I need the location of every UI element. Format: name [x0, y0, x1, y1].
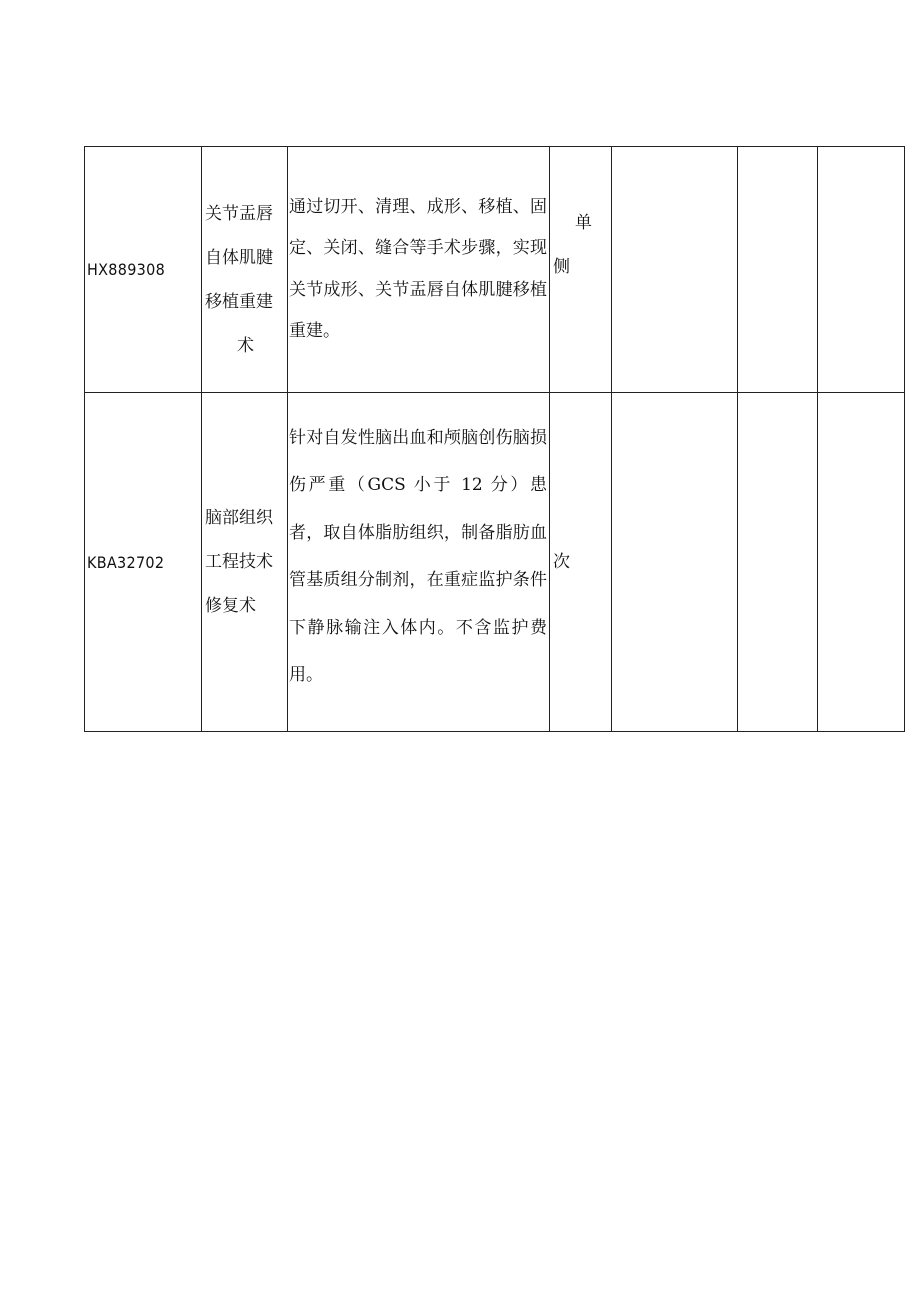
- code-cell: [85, 393, 202, 732]
- item-code: KBA32702: [87, 552, 165, 572]
- name-cell: [202, 393, 288, 732]
- name-cell: [202, 147, 288, 393]
- empty-cell: [738, 147, 818, 393]
- item-unit-line: 侧: [553, 256, 570, 277]
- empty-cell: [612, 147, 738, 393]
- item-name-line: 自体肌腱: [205, 247, 273, 268]
- item-name-line: 术: [237, 335, 254, 356]
- empty-cell: [738, 393, 818, 732]
- item-unit-line: 单: [575, 212, 592, 233]
- item-description: 通过切开、清理、成形、移植、固定、关闭、缝合等手术步骤，实现关节成形、关节盂唇自体肌腱移植重建。: [289, 196, 547, 341]
- item-name-line: 移植重建: [205, 291, 273, 312]
- unit-cell: [550, 393, 612, 732]
- item-unit: [550, 201, 611, 289]
- item-name: [202, 496, 287, 628]
- item-name-line: 修复术: [205, 596, 256, 616]
- item-name-line: 工程技术: [205, 552, 273, 572]
- empty-cell: [818, 147, 905, 393]
- description-cell: [288, 147, 550, 393]
- empty-cell: [612, 393, 738, 732]
- table-row: [85, 393, 905, 732]
- table-row: [85, 147, 905, 393]
- description-cell: [288, 393, 550, 732]
- item-name: [202, 192, 287, 368]
- item-unit-line: 次: [553, 552, 570, 572]
- unit-cell: [550, 147, 612, 393]
- item-code: HX889308: [87, 260, 166, 279]
- item-name-line: 关节盂唇: [205, 203, 273, 224]
- item-unit: [550, 540, 611, 584]
- item-description: 针对自发性脑出血和颅脑创伤脑损伤严重（GCS 小于 12 分）患者，取自体脂肪组织，制备脂肪血管基质组分制剂，在重症监护条件下静脉输注入体内。不含监护费用。: [289, 427, 547, 685]
- code-cell: [85, 147, 202, 393]
- fee-table: [84, 146, 905, 732]
- empty-cell: [818, 393, 905, 732]
- item-name-line: 脑部组织: [205, 508, 273, 528]
